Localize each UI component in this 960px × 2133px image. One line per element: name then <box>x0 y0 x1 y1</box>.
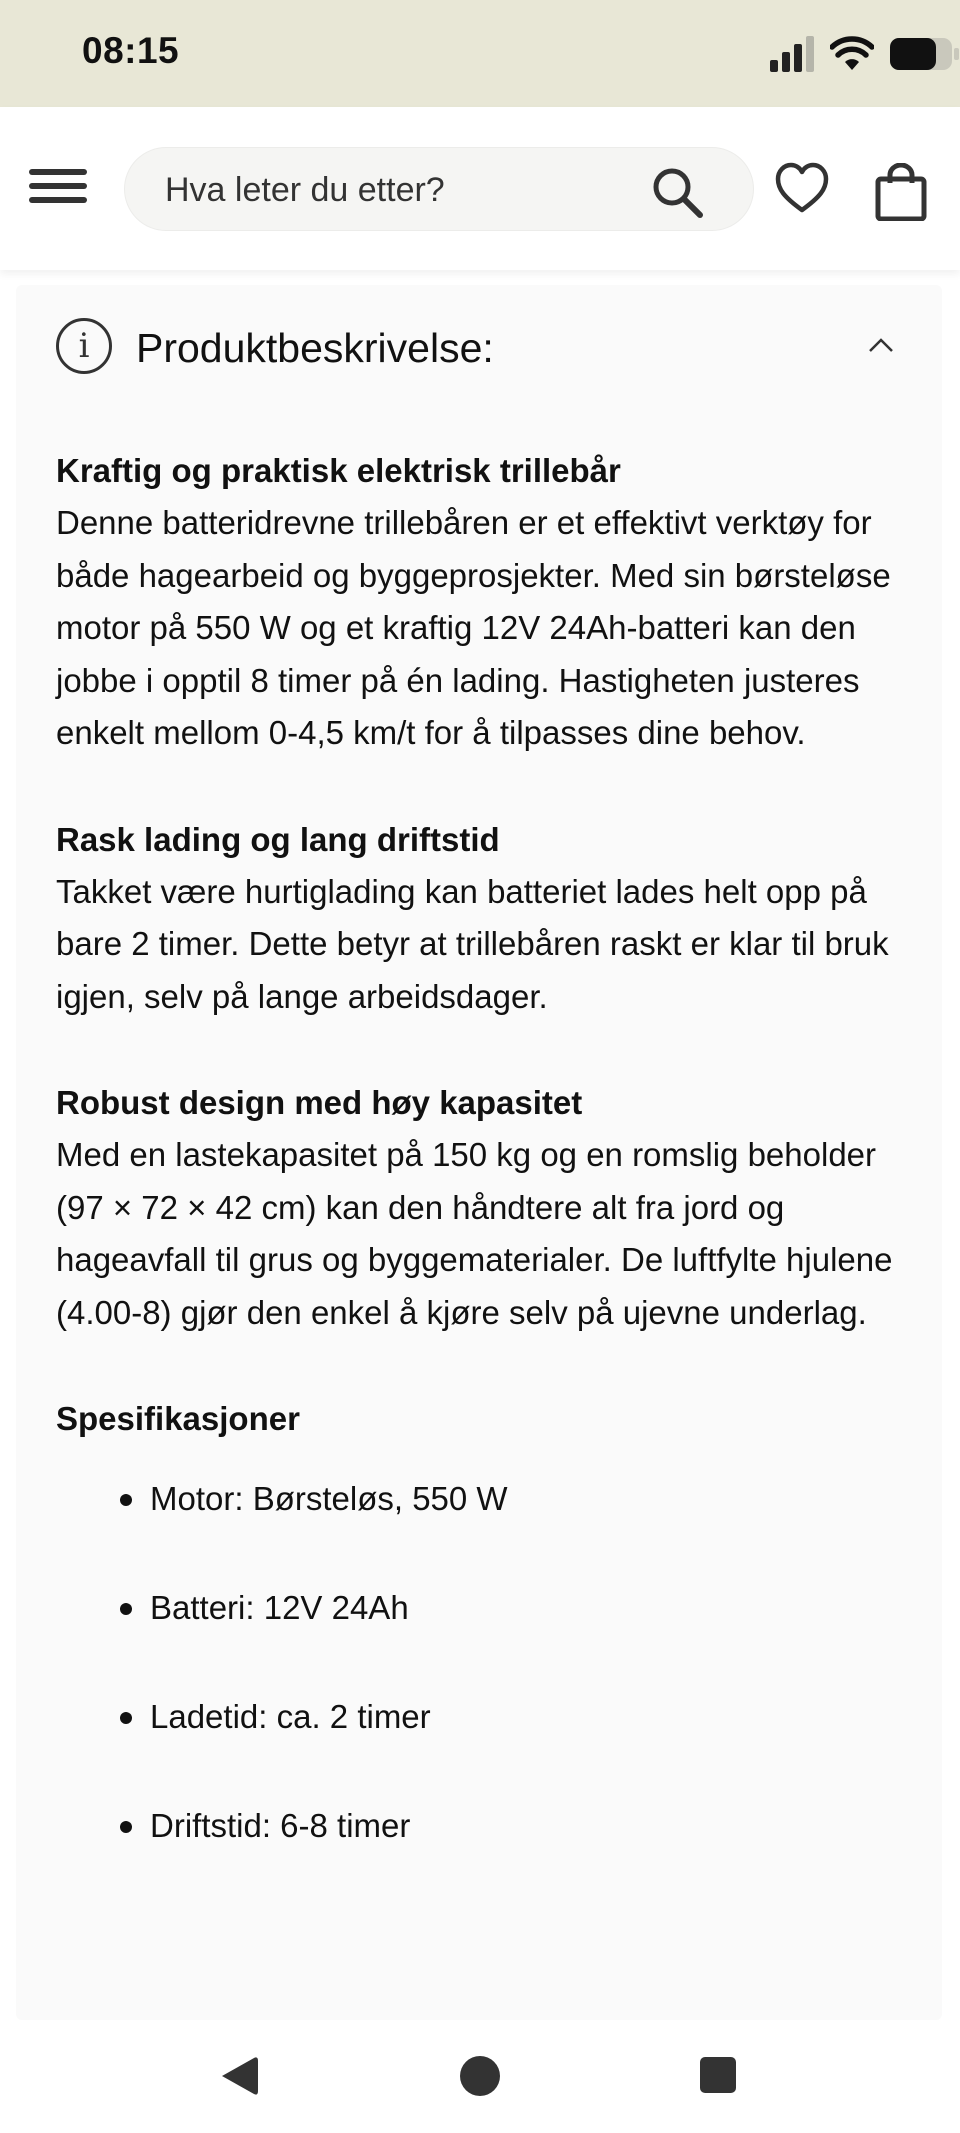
product-description-body <box>56 445 916 1909</box>
signal-icon <box>770 36 816 72</box>
spec-item: Driftstid: 6-8 timer <box>56 1800 916 1852</box>
recent-apps-icon[interactable] <box>700 2057 736 2093</box>
search-box[interactable] <box>124 147 754 231</box>
site-header <box>0 107 960 270</box>
heart-icon[interactable] <box>774 161 830 215</box>
back-icon[interactable] <box>218 2054 260 2098</box>
system-nav-bar <box>0 2020 960 2133</box>
section-heading: Rask lading og lang driftstid <box>56 820 500 858</box>
search-input[interactable] <box>163 166 627 214</box>
search-icon[interactable] <box>649 164 705 220</box>
wifi-icon <box>830 36 874 72</box>
status-time: 08:15 <box>82 30 180 71</box>
status-bar <box>0 0 960 107</box>
product-description-card <box>16 285 942 2020</box>
battery-icon <box>890 38 960 70</box>
chevron-up-icon[interactable] <box>866 335 896 355</box>
product-description-toggle[interactable] <box>16 285 942 415</box>
home-icon[interactable] <box>460 2056 500 2096</box>
product-description-title: Produktbeskrivelse: <box>136 325 494 371</box>
info-icon: i <box>56 318 112 374</box>
spec-item: Ladetid: ca. 2 timer <box>56 1691 916 1743</box>
spec-item: Motor: Børsteløs, 550 W <box>56 1473 916 1525</box>
specs-list <box>56 1473 916 1852</box>
section-heading: Kraftig og praktisk elektrisk trillebår <box>56 452 621 489</box>
section-body: Denne batteridrevne trillebåren er et effektivt verktøy for både hagearbeid og byggeprosjekter. Med sin børsteløse motor på 550 W og et kraftig 12V 24Ah-batteri kan den jobbe i opptil 8 timer på én lading. Hastigheten justeres enkelt mellom 0-4,5 km/t for å tilpasses dine behov. <box>56 504 891 751</box>
specs-heading: Spesifikasjoner <box>56 1400 300 1437</box>
section-body: Med en lastekapasitet på 150 kg og en romslig beholder (97 × 72 × 42 cm) kan den håndtere alt fra jord og hageavfall til grus og byggematerialer. De luftfylte hjulene (4.00-8) gjør den enkel å kjøre selv på ujevne underlag. <box>56 1136 893 1331</box>
spec-item: Batteri: 12V 24Ah <box>56 1582 916 1634</box>
section-body: Takket være hurtiglading kan batteriet lades helt opp på bare 2 timer. Dette betyr at trillebåren raskt er klar til bruk igjen, selv på lange arbeidsdager. <box>56 872 889 1015</box>
section-heading: Robust design med høy kapasitet <box>56 1084 583 1121</box>
bag-icon[interactable] <box>874 163 928 221</box>
menu-icon[interactable] <box>29 169 87 209</box>
